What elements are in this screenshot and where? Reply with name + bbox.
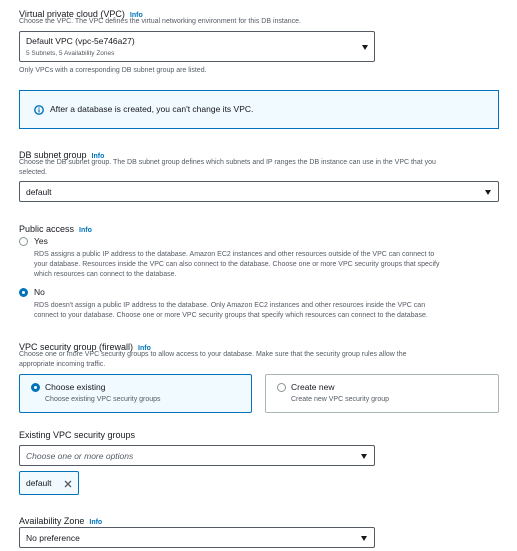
az-selected: No preference [26, 533, 80, 543]
vpc-label: Virtual private cloud (VPC) [19, 9, 125, 19]
security-group-label: VPC security group (firewall) [19, 342, 134, 352]
create-new-radio[interactable] [277, 383, 286, 392]
public-access-label: Public access [19, 224, 75, 234]
security-group-token-label: default [26, 478, 52, 488]
public-access-no-desc-1: RDS doesn't assign a public IP address to the database. Only Amazon EC2 instances and other resources inside the VPC can [34, 302, 426, 309]
vpc-description: Choose the VPC. The VPC defines the virtual networking environment for this DB instance. [19, 18, 301, 25]
existing-groups-label: Existing VPC security groups [19, 430, 136, 440]
info-circle-icon [34, 105, 44, 115]
vpc-selected-detail: 5 Subnets, 5 Availability Zones [26, 50, 115, 57]
subnet-info-link[interactable]: Info [91, 153, 105, 160]
subnet-description-2: selected. [19, 169, 48, 176]
security-group-token [19, 471, 79, 495]
security-group-info-link[interactable]: Info [138, 345, 151, 352]
az-label: Availability Zone [19, 516, 85, 526]
az-info-link[interactable]: Info [89, 519, 103, 526]
create-new-desc: Create new VPC security group [291, 396, 390, 403]
public-access-yes-label[interactable]: Yes [34, 236, 48, 246]
vpc-selected-name: Default VPC (vpc-5e746a27) [26, 36, 135, 46]
security-group-description-2: appropriate incoming traffic. [19, 361, 106, 368]
choose-existing-card[interactable] [19, 374, 252, 413]
caret-down-icon [362, 45, 368, 50]
public-access-yes-radio[interactable] [19, 237, 28, 246]
vpc-alert-text: After a database is created, you can't change its VPC. [50, 104, 254, 114]
create-new-card[interactable] [265, 374, 499, 413]
caret-down-icon [485, 190, 491, 195]
choose-existing-label: Choose existing [45, 382, 106, 392]
az-select[interactable] [19, 527, 375, 548]
security-group-description-1: Choose one or more VPC security groups to allow access to your database. Make sure that the security group rules allow the [19, 351, 407, 358]
public-access-label-row [19, 219, 92, 237]
existing-groups-multiselect[interactable] [19, 445, 375, 466]
vpc-info-link[interactable]: Info [129, 12, 143, 19]
subnet-selected: default [26, 187, 52, 197]
create-new-label: Create new [291, 382, 335, 392]
public-access-yes-desc-2: your database. Resources inside the VPC can also connect to the database. Choose one or more VPC security groups that specify [34, 261, 440, 268]
subnet-description-1: Choose the DB subnet group. The DB subnet group defines which subnets and IP ranges the DB instance can use in the VPC that you [19, 159, 436, 166]
public-access-yes-desc-3: which resources can connect to the database. [34, 271, 177, 278]
choose-existing-desc: Choose existing VPC security groups [45, 396, 161, 403]
close-icon[interactable] [64, 480, 72, 488]
caret-down-icon [361, 536, 367, 541]
public-access-no-desc-2: connect to your database. Choose one or more VPC security groups that specify which resources can connect to the database. [34, 312, 428, 319]
public-access-no-label[interactable]: No [34, 287, 45, 297]
existing-groups-placeholder: Choose one or more options [26, 451, 134, 461]
public-access-info-link[interactable]: Info [79, 227, 92, 234]
subnet-select[interactable] [19, 181, 499, 202]
subnet-label: DB subnet group [19, 150, 87, 160]
caret-down-icon [361, 454, 367, 459]
public-access-no-radio[interactable] [19, 288, 28, 297]
vpc-note: Only VPCs with a corresponding DB subnet group are listed. [19, 67, 207, 74]
public-access-yes-desc-1: RDS assigns a public IP address to the database. Amazon EC2 instances and other resources outside of the VPC can connect to [34, 251, 435, 258]
choose-existing-radio[interactable] [31, 383, 40, 392]
vpc-select[interactable] [19, 31, 375, 62]
vpc-alert [19, 90, 499, 129]
